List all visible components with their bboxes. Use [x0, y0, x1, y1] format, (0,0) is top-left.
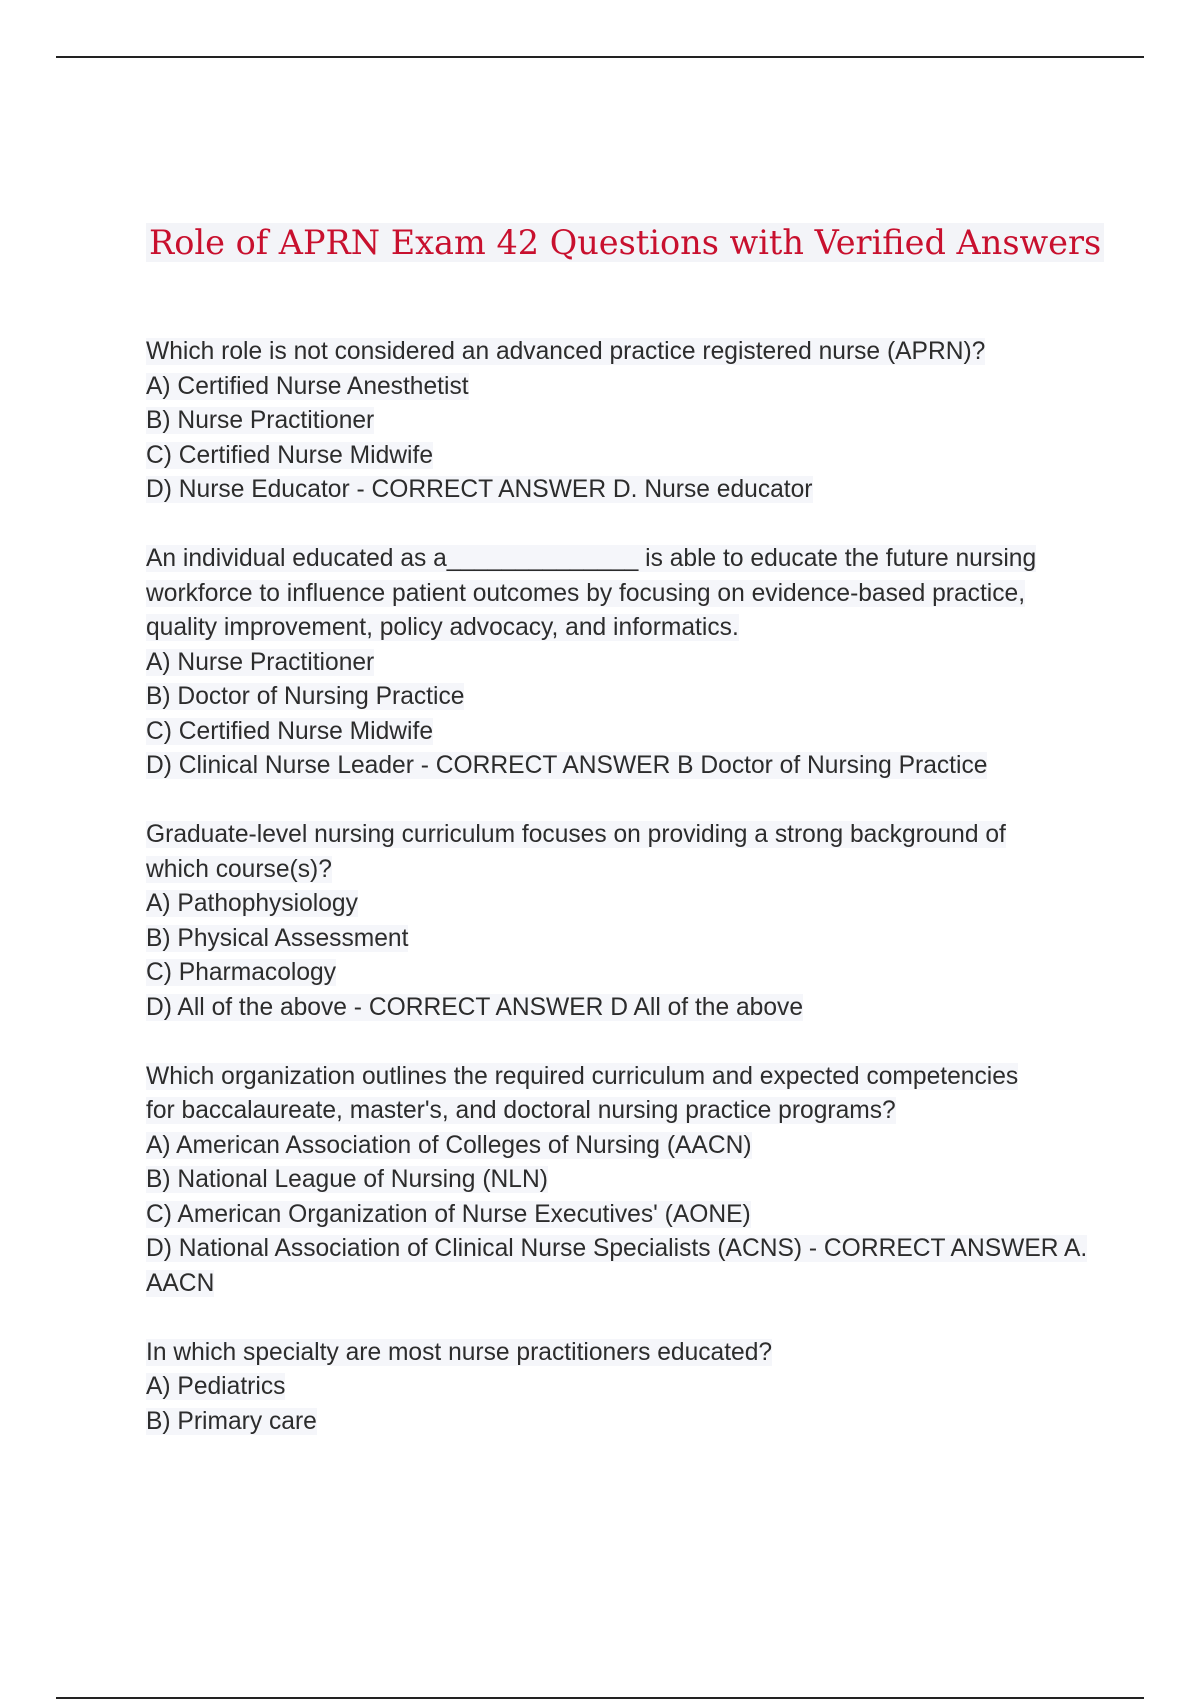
answer-option: A) American Association of Colleges of Nursing (AACN): [146, 1131, 752, 1159]
answer-option: A) Certified Nurse Anesthetist: [146, 372, 469, 400]
answer-option: A) Pediatrics: [146, 1373, 286, 1400]
question-block: [146, 335, 1086, 508]
question-block: [146, 1336, 1086, 1440]
question-text: workforce to influence patient outcomes by focusing on evidence-based practice,: [146, 579, 1026, 607]
question-block: [146, 542, 1086, 784]
answer-option: C) American Organization of Nurse Executives' (AONE): [146, 1200, 751, 1228]
answer-option: A) Pathophysiology: [146, 890, 358, 917]
question-text: Which organization outlines the required curriculum and expected competencies: [146, 1062, 1019, 1090]
question-list: [146, 335, 1086, 1474]
answer-option: B) Primary care: [146, 1407, 317, 1435]
question-text: In which specialty are most nurse practitioners educated?: [146, 1338, 773, 1366]
question-text: which course(s)?: [146, 855, 332, 883]
answer-option-with-correct-answer: D) Clinical Nurse Leader - CORRECT ANSWER B Doctor of Nursing Practice: [146, 752, 988, 779]
question-text: quality improvement, policy advocacy, and informatics.: [146, 614, 739, 641]
answer-option-with-correct-answer: D) All of the above - CORRECT ANSWER D All of the above: [146, 993, 804, 1021]
answer-option: B) Nurse Practitioner: [146, 407, 375, 434]
question-text: An individual educated as a______________ is able to educate the future nursing: [146, 545, 1037, 572]
question-block: [146, 818, 1086, 1025]
answer-option: B) Physical Assessment: [146, 924, 409, 952]
question-text: for baccalaureate, master's, and doctoral nursing practice programs?: [146, 1097, 896, 1124]
answer-option: B) National League of Nursing (NLN): [146, 1166, 548, 1193]
answer-option-with-correct-answer: D) National Association of Clinical Nurse Specialists (ACNS) - CORRECT ANSWER A.: [146, 1235, 1088, 1262]
question-block: [146, 1060, 1086, 1302]
answer-option: C) Pharmacology: [146, 959, 336, 986]
answer-option: B) Doctor of Nursing Practice: [146, 683, 465, 710]
answer-option: A) Nurse Practitioner: [146, 648, 375, 676]
header-rule: [56, 56, 1144, 58]
answer-option: C) Certified Nurse Midwife: [146, 441, 433, 469]
document-title: Role of APRN Exam 42 Questions with Verified Answers: [146, 218, 1104, 268]
footer-rule: [56, 1697, 1144, 1699]
correct-answer-continuation: AACN: [146, 1269, 215, 1297]
answer-option-with-correct-answer: D) Nurse Educator - CORRECT ANSWER D. Nurse educator: [146, 476, 813, 503]
answer-option: C) Certified Nurse Midwife: [146, 717, 433, 745]
question-text: Which role is not considered an advanced practice registered nurse (APRN)?: [146, 338, 986, 365]
question-text: Graduate-level nursing curriculum focuses on providing a strong background of: [146, 821, 1006, 848]
